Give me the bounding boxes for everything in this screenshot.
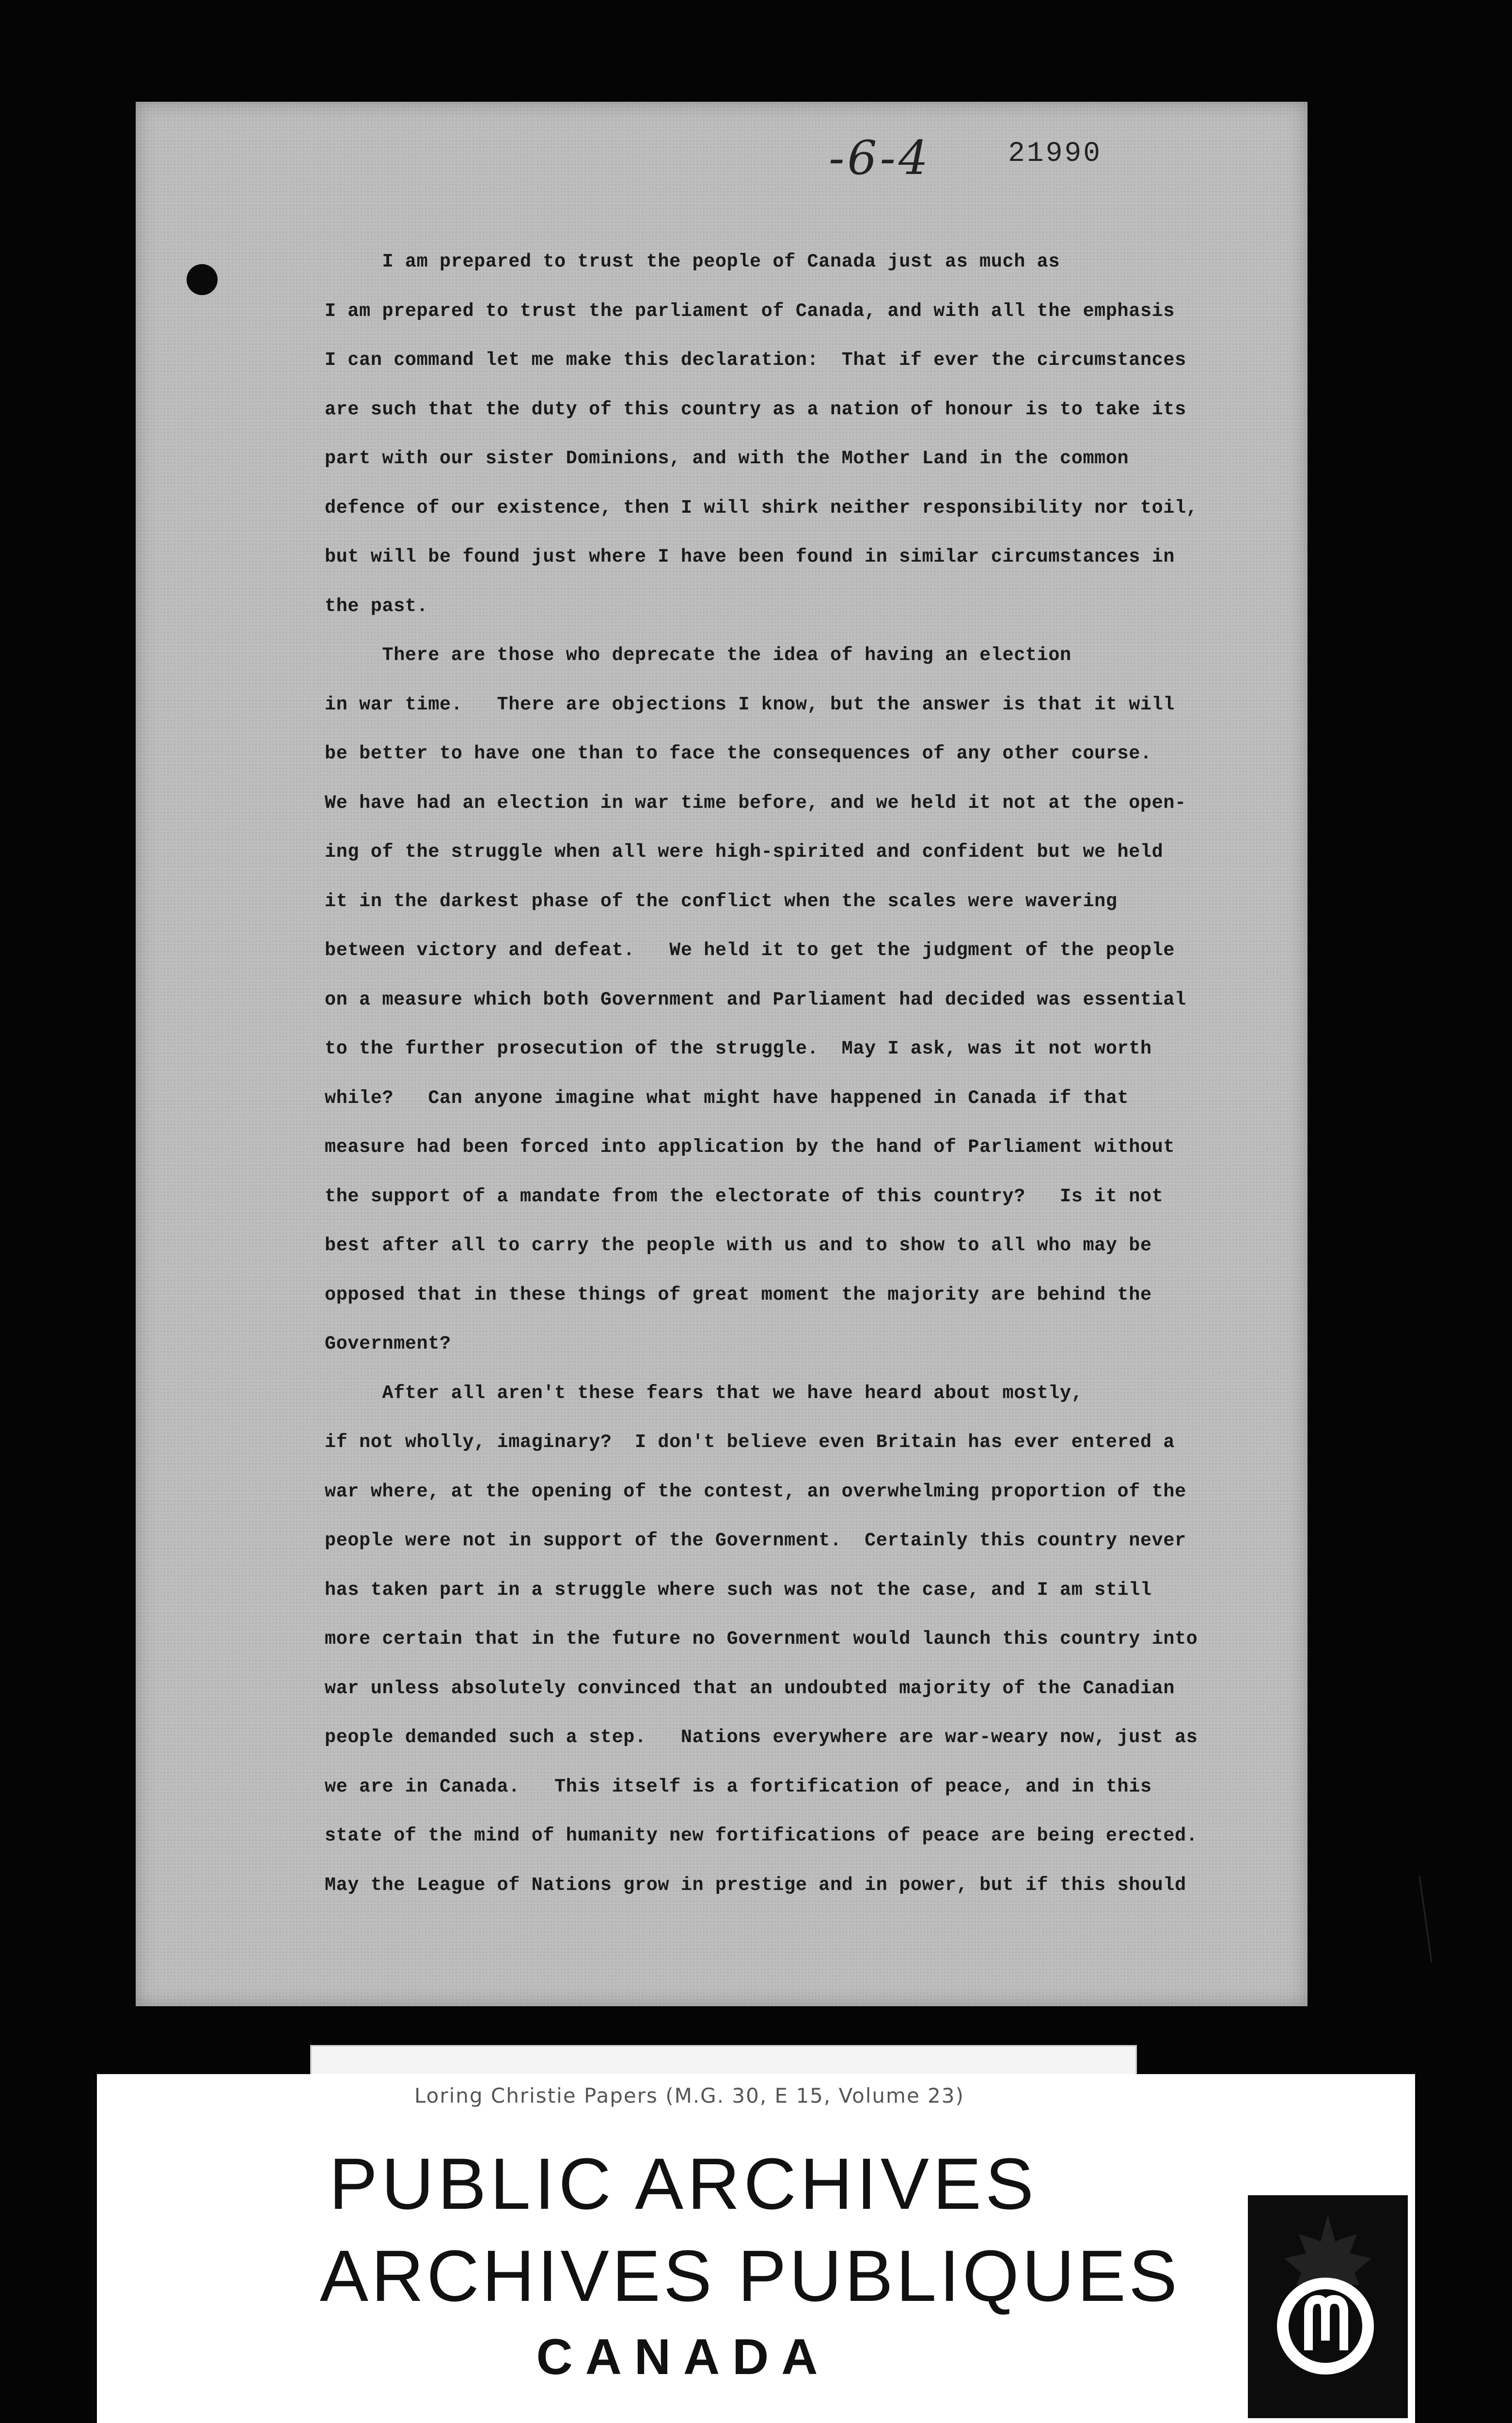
text-line: Government? — [325, 1333, 451, 1354]
text-line: more certain that in the future no Government would launch this country into — [325, 1628, 1198, 1650]
text-line: be better to have one than to face the consequences of any other course. — [325, 743, 1152, 764]
text-line: I am prepared to trust the people of Canada just as much as — [325, 251, 1060, 272]
text-line: state of the mind of humanity new fortifications of peace are being erected. — [325, 1825, 1198, 1846]
text-line: war unless absolutely convinced that an undoubted majority of the Canadian — [325, 1677, 1175, 1699]
text-line: people were not in support of the Government. Certainly this country never — [325, 1530, 1186, 1551]
text-line: in war time. There are objections I know, but the answer is that it will — [325, 693, 1175, 715]
text-line: I am prepared to trust the parliament of Canada, and with all the emphasis — [325, 300, 1175, 322]
text-line: There are those who deprecate the idea of having an election — [325, 645, 1071, 666]
text-line: war where, at the opening of the contest, an overwhelming proportion of the — [325, 1480, 1186, 1502]
edge-mark — [1418, 1876, 1432, 1963]
text-line: After all aren't these fears that we have heard about mostly, — [325, 1382, 1083, 1404]
text-line: are such that the duty of this country as a nation of honour is to take its — [325, 398, 1186, 420]
text-line: if not wholly, imaginary? I don't believe even Britain has ever entered a — [325, 1432, 1175, 1453]
text-line: We have had an election in war time before, and we held it not at the open- — [325, 792, 1186, 814]
page-number: 21990 — [1008, 138, 1102, 170]
archive-title-english: PUBLIC ARCHIVES — [329, 2143, 1038, 2224]
document-page — [136, 102, 1307, 2006]
text-line: between victory and defeat. We held it to get the judgment of the people — [325, 940, 1175, 961]
text-line: ing of the struggle when all were high-spirited and confident but we held — [325, 841, 1164, 863]
text-line: the support of a mandate from the electorate of this country? Is it not — [325, 1185, 1164, 1207]
text-line: part with our sister Dominions, and with the Mother Land in the common — [325, 448, 1129, 469]
public-archives-canada-logo-icon — [1248, 2195, 1408, 2418]
text-line: opposed that in these things of great moment the majority are behind the — [325, 1284, 1152, 1306]
archive-country: CANADA — [536, 2329, 831, 2385]
text-line: people demanded such a step. Nations everywhere are war-weary now, just as — [325, 1727, 1198, 1748]
text-line: best after all to carry the people with us and to show to all who may be — [325, 1235, 1152, 1256]
text-line: on a measure which both Government and Parliament had decided was essential — [325, 989, 1186, 1010]
text-line: May the League of Nations grow in prestige and in power, but if this should — [325, 1874, 1186, 1896]
text-line: the past. — [325, 595, 428, 617]
text-line: to the further prosecution of the struggle. May I ask, was it not worth — [325, 1038, 1152, 1059]
logo-graphic — [1248, 2195, 1408, 2418]
citation-text: Loring Christie Papers (M.G. 30, E 15, Volume 23) — [414, 2084, 964, 2108]
punch-hole — [187, 264, 218, 295]
text-line: but will be found just where I have been found in similar circumstances in — [325, 546, 1175, 567]
text-line: we are in Canada. This itself is a fortification of peace, and in this — [325, 1776, 1152, 1797]
archive-title-french: ARCHIVES PUBLIQUES — [320, 2235, 1181, 2316]
text-line: while? Can anyone imagine what might have happened in Canada if that — [325, 1087, 1129, 1109]
typewritten-body-text — [325, 237, 1386, 1910]
handwritten-page-mark: -6-4 — [829, 131, 931, 185]
text-line: it in the darkest phase of the conflict when the scales were wavering — [325, 890, 1118, 912]
text-line: I can command let me make this declaration: That if ever the circumstances — [325, 349, 1186, 371]
text-line: measure had been forced into application by the hand of Parliament without — [325, 1136, 1175, 1158]
text-line: has taken part in a struggle where such was not the case, and I am still — [325, 1579, 1152, 1601]
text-line: defence of our existence, then I will shirk neither responsibility nor toil, — [325, 497, 1198, 519]
